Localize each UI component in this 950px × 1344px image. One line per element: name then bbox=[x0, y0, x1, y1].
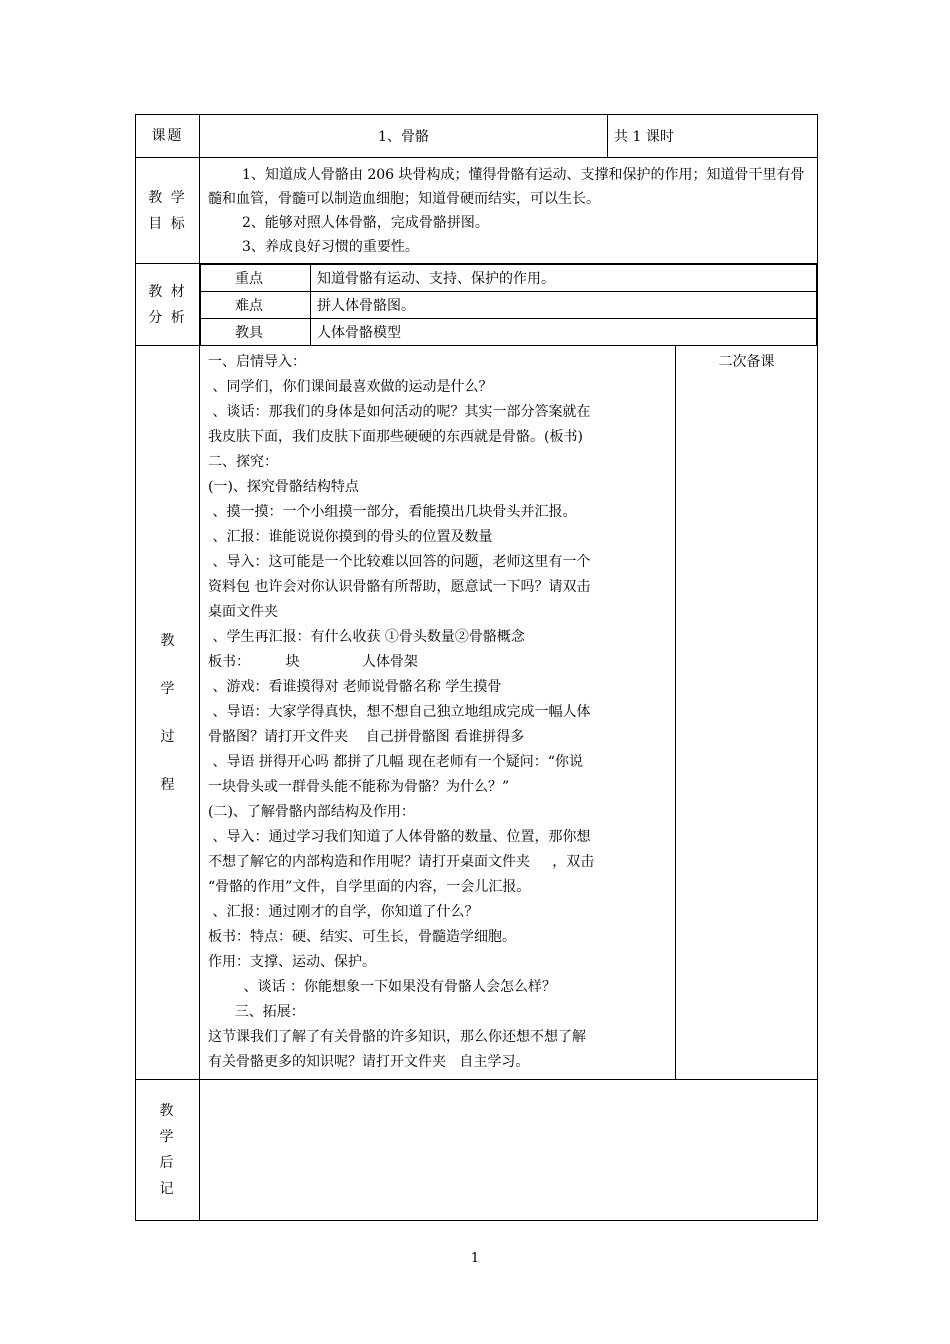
analysis-key: 教具 bbox=[201, 319, 311, 346]
process-line: 资料包 也许会对你认识骨骼有所帮助，愿意试一下吗？请双击 bbox=[208, 579, 591, 595]
process-line: (一)、探究骨骼结构特点 bbox=[208, 479, 359, 495]
process-line: 、汇报：通过刚才的自学，你知道了什么？ bbox=[208, 904, 479, 920]
afterword-label-char: 后 bbox=[159, 1155, 176, 1171]
afterword-label bbox=[136, 1080, 200, 1221]
process-line: 三、拓展： bbox=[208, 1004, 305, 1020]
page-number: 1 bbox=[470, 1251, 480, 1266]
analysis-label bbox=[136, 264, 200, 346]
process-line: 、汇报：谁能说说你摸到的骨头的位置及数量 bbox=[208, 529, 493, 545]
analysis-key: 重点 bbox=[201, 265, 311, 292]
afterword-content bbox=[200, 1080, 818, 1221]
process-content bbox=[200, 346, 676, 1080]
analysis-item bbox=[201, 319, 817, 346]
process-label bbox=[136, 346, 200, 1080]
process-line: 这节课我们了解了有关骨骼的许多知识，那么你还想不想了解 bbox=[208, 1029, 586, 1045]
process-line: (二)、了解骨骼内部结构及作用： bbox=[208, 804, 415, 820]
process-line: 、学生再汇报：有什么收获 ①骨头数量②骨骼概念 bbox=[208, 629, 525, 645]
objectives-label-line1: 教 学 bbox=[148, 189, 187, 206]
process-line: 板书：特点：硬、结实、可生长，骨髓造学细胞。 bbox=[208, 929, 516, 945]
analysis-table bbox=[200, 264, 817, 345]
process-line: 板书： 块 人体骨架 bbox=[208, 654, 418, 670]
process-line: 一块骨头或一群骨头能不能称为骨骼？为什么？” bbox=[208, 779, 510, 795]
objectives-content bbox=[200, 158, 818, 264]
lesson-hours: 共 1 课时 bbox=[608, 115, 818, 158]
process-line: 、同学们，你们课间最喜欢做的运动是什么？ bbox=[208, 379, 493, 395]
analysis-key: 难点 bbox=[201, 292, 311, 319]
analysis-item bbox=[201, 292, 817, 319]
process-row bbox=[136, 346, 818, 1080]
process-label-char: 过 bbox=[160, 728, 175, 745]
lesson-title: 1、骨骼 bbox=[200, 115, 608, 158]
analysis-item bbox=[201, 265, 817, 292]
process-line: 二、探究： bbox=[208, 454, 278, 470]
process-line: 有关骨骼更多的知识呢？请打开文件夹 自主学习。 bbox=[208, 1054, 530, 1070]
analysis-row bbox=[136, 264, 818, 346]
topic-label: 课题 bbox=[136, 115, 200, 158]
process-line: 、谈话 ：你能想象一下如果没有骨骼人会怎么样？ bbox=[208, 979, 557, 995]
process-line: 桌面文件夹 bbox=[208, 604, 278, 620]
afterword-label-char: 教 bbox=[159, 1103, 176, 1119]
objective-item: 3、养成良好习惯的重要性。 bbox=[242, 239, 419, 255]
process-line: 不想了解它的内部构造和作用呢？请打开桌面文件夹 ，双击 bbox=[208, 854, 595, 870]
process-line: 、导入：通过学习我们知道了人体骨骼的数量、位置，那你想 bbox=[208, 829, 591, 845]
objectives-row bbox=[136, 158, 818, 264]
analysis-value: 人体骨骼模型 bbox=[311, 319, 817, 346]
process-line: 、游戏：看谁摸得对 老师说骨骼名称 学生摸骨 bbox=[208, 679, 502, 695]
process-label-char: 学 bbox=[160, 680, 175, 697]
analysis-content bbox=[200, 264, 818, 346]
process-line: 、导语 拼得开心吗 都拼了几幅 现在老师有一个疑问：“你说 bbox=[208, 754, 583, 770]
process-line: 一、启情导入： bbox=[208, 354, 306, 370]
process-line: 、摸一摸：一个小组摸一部分，看能摸出几块骨头并汇报。 bbox=[208, 504, 577, 520]
objectives-label-line2: 目 标 bbox=[148, 215, 187, 232]
objectives-label bbox=[136, 158, 200, 264]
process-line: 作用：支撑、运动、保护。 bbox=[208, 954, 376, 970]
process-line: 骨骼图？请打开文件夹 自己拼骨骼图 看谁拼得多 bbox=[208, 729, 525, 745]
lesson-plan-table bbox=[135, 114, 818, 1221]
objective-item: 2、能够对照人体骨骼，完成骨骼拼图。 bbox=[242, 215, 489, 231]
process-line: 我皮肤下面，我们皮肤下面那些硬硬的东西就是骨骼。(板书) bbox=[208, 429, 583, 445]
process-line: 、导语：大家学得真快，想不想自己独立地组成完成一幅人体 bbox=[208, 704, 591, 720]
process-line: 、谈话：那我们的身体是如何活动的呢？其实一部分答案就在 bbox=[208, 404, 591, 420]
objective-item: 1、知道成人骨骼由 206 块骨构成；懂得骨骼有运动、支撑和保护的作用；知道骨干里有骨髓和血管，骨髓可以制造血细胞；知道骨硬而结实，可以生长。 bbox=[208, 167, 805, 207]
analysis-value: 拼人体骨骼图。 bbox=[311, 292, 817, 319]
process-line: 、导入：这可能是一个比较难以回答的问题，老师这里有一个 bbox=[208, 554, 591, 570]
process-line: “骨骼的作用”文件，自学里面的内容，一会儿汇报。 bbox=[208, 879, 531, 895]
header-row bbox=[136, 115, 818, 158]
process-label-char: 程 bbox=[160, 776, 175, 793]
afterword-label-char: 学 bbox=[159, 1129, 176, 1145]
analysis-label-line2: 分 析 bbox=[148, 309, 187, 326]
analysis-value: 知道骨骼有运动、支持、保护的作用。 bbox=[311, 265, 817, 292]
afterword-label-char: 记 bbox=[159, 1181, 176, 1197]
analysis-label-line1: 教 材 bbox=[148, 283, 187, 300]
afterword-row bbox=[136, 1080, 818, 1221]
secondary-prep-label: 二次备课 bbox=[676, 346, 818, 1080]
process-label-char: 教 bbox=[160, 632, 175, 649]
